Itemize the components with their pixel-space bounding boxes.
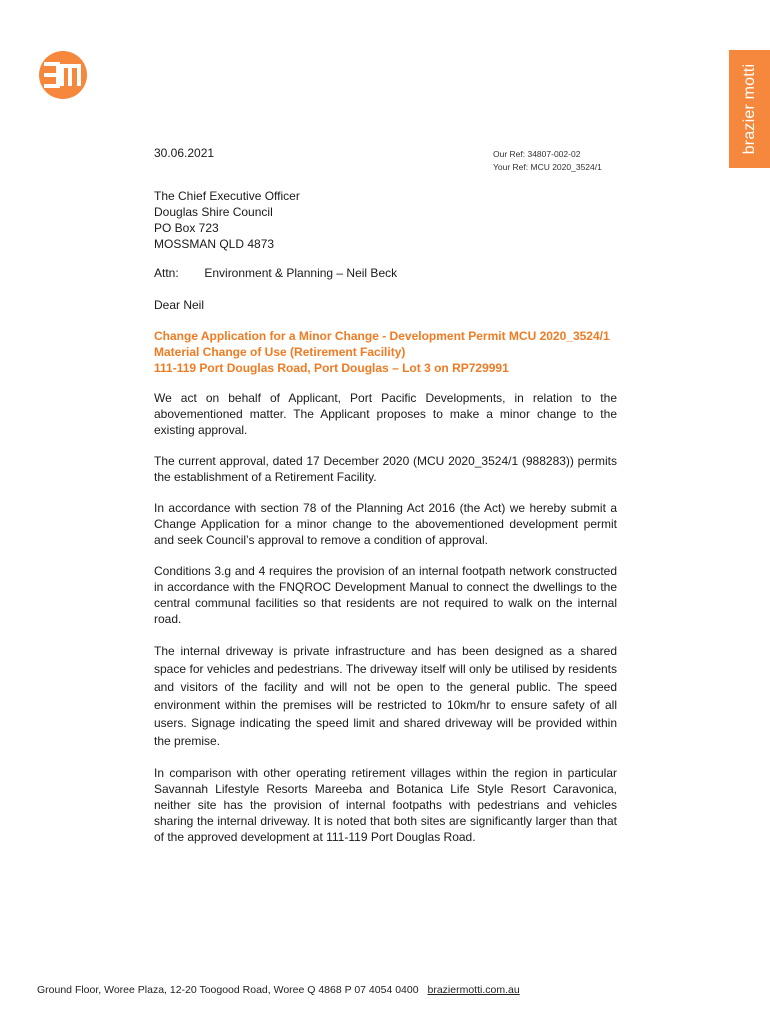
brand-name: brazier motti bbox=[740, 63, 758, 155]
subject-line: Change Application for a Minor Change - Development Permit MCU 2020_3524/1 bbox=[154, 329, 610, 343]
attention-line bbox=[154, 266, 397, 280]
salutation: Dear Neil bbox=[154, 298, 205, 312]
subject-line: Material Change of Use (Retirement Facility) bbox=[154, 345, 406, 359]
body-paragraph: The current approval, dated 17 December 2020 (MCU 2020_3524/1 (988283)) permits the establishment of a Retirement Facility. bbox=[154, 454, 617, 484]
footer-address: Ground Floor, Woree Plaza, 12-20 Toogood Road, Woree Q 4868 P 07 4054 0400 bbox=[37, 984, 419, 996]
website-link[interactable]: braziermotti.com.au bbox=[427, 984, 520, 996]
attn-label: Attn: bbox=[154, 266, 179, 280]
bm-logo-icon bbox=[36, 50, 90, 100]
attn-value: Environment & Planning – Neil Beck bbox=[204, 266, 398, 280]
letter-body bbox=[154, 390, 617, 860]
our-ref: Our Ref: 34807-002-02 bbox=[493, 149, 581, 159]
recipient-address bbox=[154, 188, 300, 252]
reference-block bbox=[493, 148, 602, 174]
brand-side-tab bbox=[729, 50, 770, 168]
subject-heading bbox=[154, 328, 610, 376]
body-paragraph: We act on behalf of Applicant, Port Pacific Developments, in relation to the abovementioned matter. The Applicant proposes to make a minor change to the existing approval. bbox=[154, 391, 617, 437]
address-line: The Chief Executive Officer bbox=[154, 189, 300, 203]
subject-line: 111-119 Port Douglas Road, Port Douglas – Lot 3 on RP729991 bbox=[154, 361, 509, 375]
address-line: PO Box 723 bbox=[154, 221, 219, 235]
address-line: MOSSMAN QLD 4873 bbox=[154, 237, 275, 251]
address-line: Douglas Shire Council bbox=[154, 205, 273, 219]
your-ref: Your Ref: MCU 2020_3524/1 bbox=[493, 162, 602, 172]
body-paragraph: In accordance with section 78 of the Planning Act 2016 (the Act) we hereby submit a Change Application for a minor change to the abovementioned development permit and seek Council’s approval to remove a condition of approval. bbox=[154, 501, 617, 547]
letter-date: 30.06.2021 bbox=[154, 146, 215, 160]
footer bbox=[37, 984, 520, 996]
body-paragraph: In comparison with other operating retirement villages within the region in particular Savannah Lifestyle Resorts Mareeba and Botanica Life Style Resort Caravonica, neither site has the provision of internal footpaths with pedestrians and vehicles sharing the internal driveway. It is noted that both sites are significantly larger than that of the approved development at 111-119 Port Douglas Road. bbox=[154, 766, 617, 844]
body-paragraph: The internal driveway is private infrastructure and has been designed as a shared space for vehicles and pedestrians. The driveway itself will only be utilised by residents and visitors of the facility and will not be open to the general public. The speed environment within the premises will be restricted to 10km/hr to ensure safety of all users. Signage indicating the speed limit and shared driveway will be provided within the premise. bbox=[154, 644, 617, 748]
body-paragraph: Conditions 3.g and 4 requires the provision of an internal footpath network constructed in accordance with the FNQROC Development Manual to connect the dwellings to the central communal facilities so that residents are not required to walk on the internal road. bbox=[154, 564, 617, 626]
